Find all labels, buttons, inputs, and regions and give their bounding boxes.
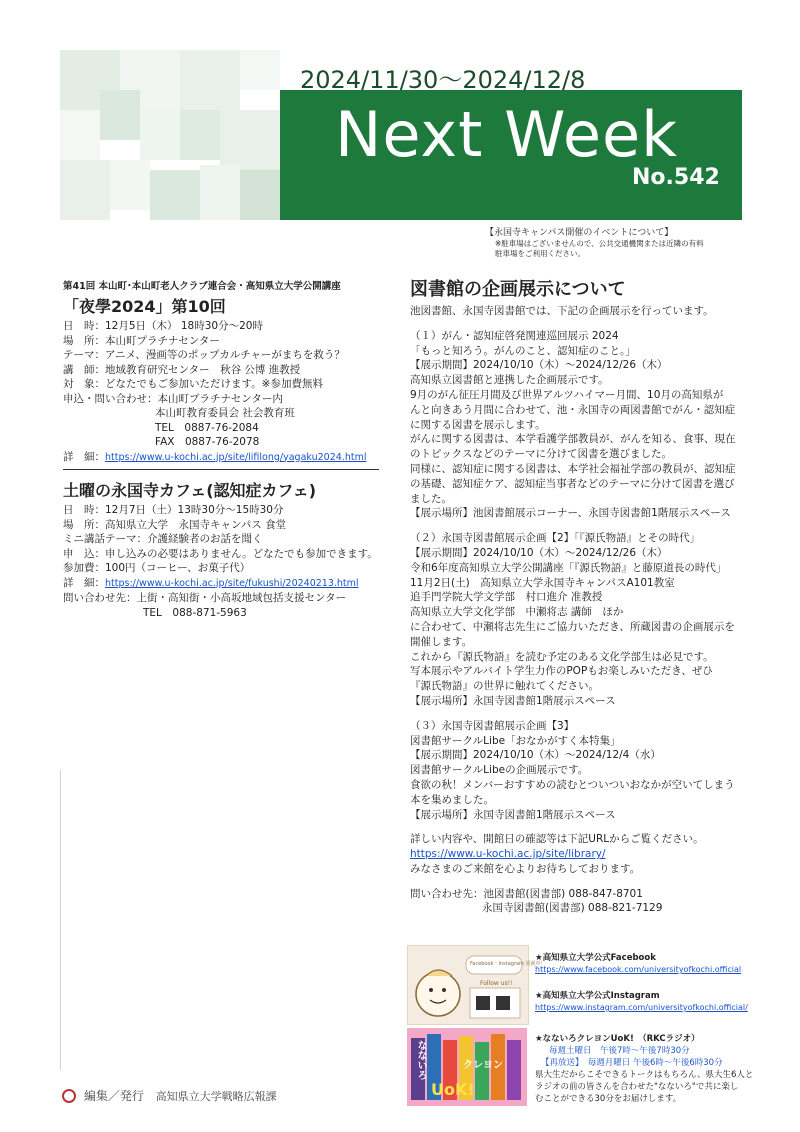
exhibit-line: んと向きあう月間に合わせて、池・永国寺の両図書館でがん・認知症 [410,403,736,416]
exhibit-line: 図書館サークルLibeの企画展示です。 [410,764,589,777]
university-logo-icon [62,1089,76,1103]
deco-square [140,110,180,160]
exhibit-line: ました。 [410,492,452,505]
exhibit-line: 高知県立図書館と連携した企画展示です。 [410,374,609,387]
banner-follow: Follow us!! [480,980,513,987]
exhibit-line: に関する図書を展示します。 [410,418,546,431]
radio-desc: ラジオの前の皆さんを合わせた"なないろ"で共に楽し [535,1082,739,1092]
event2-tel: TEL 088-871-5963 [143,606,247,619]
event2-row: 日 時：12月7日（土）13時30分～15時30分 [63,504,284,516]
library-outro: 詳しい内容や、開館日の確認等は下記URLからご覧ください。 [410,833,704,846]
event1-contact-line: 本山町教育委員会 社会教育班 [155,407,295,419]
facebook-block [535,952,741,976]
deco-square [60,160,110,220]
library-intro: 池図書館、永国寺図書館では、下記の企画展示を行っています。 [410,305,714,317]
exhibit-line: 【展示場所】池図書館展示コーナー、永国寺図書館1階展示スペース [410,507,731,520]
deco-square [180,110,220,160]
footer [62,1087,277,1104]
banner-caption: Facebook・Instagram 更新中！ [470,961,546,967]
exhibit-line: 【展示場所】永国寺図書館1階展示スペース [410,694,616,707]
event2-detail-link[interactable]: https://www.u-kochi.ac.jp/site/fukushi/20240213.html [105,577,359,589]
library-contact: 永国寺図書館(図書部) 088-821-7129 [482,902,663,915]
library-contact: 問い合わせ先：池図書館(図書部) 088-847-8701 [410,887,643,900]
issue-number: No.542 [632,165,720,190]
event1-host: 第41回 本山町･本山町老人クラブ連合会・高知県立大学公開講座 [63,281,341,292]
deco-square [240,50,280,90]
event2-row: 場 所：高知県立大学 永国寺キャンパス 食堂 [63,518,287,531]
exhibit-line: に合わせて、中瀬将志先生にご協力いただき、所蔵図書の企画展示を [410,620,735,633]
event1-contact-line: TEL 0887-76-2084 [155,421,259,434]
event2-detail [63,576,383,592]
detail-label: 詳 細： [63,450,105,463]
exhibit-line: 【展示期間】2024/10/10（木）～2024/12/26（木） [410,546,668,559]
exhibit-line: 同様に、認知症に関する図書は、本学社会福祉学部の教員が、認知症 [410,462,736,475]
exhibit-line: 【展示期間】2024/10/10（木）～2024/12/4（水） [410,749,661,762]
exhibit-line: 9月のがん征圧月間及び世界アルツハイマー月間、10月の高知県が [410,388,724,401]
event2-row: 申 込：申し込みの必要はありません。どなたでも参加できます。 [63,547,378,560]
deco-square [220,110,280,170]
exhibit-line: 本を集めました。 [410,793,494,806]
deco-square [110,160,150,210]
exhibit-line: 追手門学院大学文学部 村口進介 准教授 [410,591,603,604]
event1-row: 申込・問い合わせ：本山町プラチナセンター内 [63,392,283,405]
instagram-block [535,990,748,1014]
left-column [63,278,383,620]
facebook-title: ★高知県立大学公式Facebook [535,953,656,963]
radio-rerun: 【再放送】 毎週月曜日 午後6時～午後6時30分 [541,1058,723,1068]
banner-text: クレヨン [463,1060,503,1071]
radio-desc: 県大生だからこそできるトークはもちろん、県大生6人と [535,1070,754,1080]
deco-square [240,170,280,220]
exhibit-line: 高知県立大学文化学部 中瀬将志 講師 ほか [410,606,624,619]
exhibit-line: 【展示場所】永国寺図書館1階展示スペース [410,808,616,821]
column-divider [60,770,61,1070]
right-column [410,275,755,916]
exhibit-line: の基礎、認知症ケア、認知症当事者などのテーマに分けて図書を選び [410,477,735,490]
event2-title: 土曜の永国寺カフェ(認知症カフェ) [63,481,317,500]
exhibit-line: 図書館サークルLibe「おなかがすく本特集」 [410,734,621,747]
campus-notice [485,227,704,259]
instagram-link[interactable]: https://www.instagram.com/universityofkochi.official/ [535,1003,748,1012]
event1-detail [63,450,383,466]
event1-row: 場 所：本山町プラチナセンター [63,334,220,347]
exhibit-1 [410,329,755,521]
event1-contact-line: FAX 0887-76-2078 [155,436,260,448]
radio-banner-image [407,1028,527,1106]
exhibit-line: （１）がん・認知症啓発関連巡回展示 2024 [410,329,619,342]
radio-block [535,1033,753,1105]
exhibit-3 [410,719,755,823]
social-banner-image [407,945,546,1025]
deco-square [60,110,100,160]
event2-row: 参加費：100円（コーヒー、お菓子代） [63,562,251,574]
footer-label: 編集／発行 [83,1089,144,1103]
event1-row: テーマ：アニメ、漫画等のポップカルチャーがまちを救う？ [63,349,345,361]
banner-text: なないろ [415,1040,426,1080]
newsletter-title: Next Week [335,98,679,171]
radio-schedule: 毎週土曜日 午後7時～午後7時30分 [549,1046,690,1056]
deco-square [180,50,240,110]
facebook-link[interactable]: https://www.facebook.com/universityofkochi.official [535,965,742,974]
library-title: 図書館の企画展示について [410,279,626,300]
exhibit-line: 「もっと知ろう。がんのこと、認知症のこと。」 [410,344,636,357]
exhibit-line: 開催します。 [410,635,473,648]
radio-title: ★なないろクレヨンUoK! （RKCラジオ） [535,1034,700,1044]
deco-square [150,170,200,220]
instagram-title: ★高知県立大学公式Instagram [535,991,660,1001]
event1-row: 講 師：地域教育研究センター 秋谷 公博 進教授 [63,363,301,376]
exhibit-line: 写本展示やアルバイト学生力作のPOPもお楽しみいただき、ぜひ [410,665,713,678]
exhibit-line: 令和6年度高知県立大学公開講座「『源氏物語』と藤原道長の時代」 [410,561,727,574]
divider [63,469,379,470]
exhibit-2 [410,531,755,709]
notice-line: ※駐車場はございませんので、公共交通機関または近隣の有料 [495,239,704,248]
exhibit-line: これから『源氏物語』を読む予定のある文化学部生は必見です。 [410,650,714,663]
exhibit-line: がんに関する図書は、本学看護学部教員が、がんを知る、食事、現在 [410,433,736,446]
exhibit-line: （２）永国寺図書館展示企画【2】「『源氏物語』とその時代」 [410,532,701,545]
date-range: 2024/11/30～2024/12/8 [300,66,586,94]
exhibit-line: （３）永国寺図書館展示企画【3】 [410,719,575,732]
exhibit-line: 11月2日(土) 高知県立大学永国寺キャンパスA101教室 [410,576,675,589]
event1-row: 対 象：どなたでもご参加いただけます。※参加費無料 [63,378,323,390]
exhibit-line: 『源氏物語』の世界に触れてください。 [410,680,599,693]
event2-contact: 問い合わせ先：上街・高知街・小高坂地域包括支援センター [63,592,347,604]
exhibit-line: 食欲の秋！メンバーおすすめの読むとついついおなかが空いてしまう [410,778,735,791]
event1-detail-link[interactable]: https://www.u-kochi.ac.jp/site/lifilong/yagaku2024.html [105,451,367,463]
notice-line: 駐車場をご利用ください。 [495,249,585,258]
library-outro: みなさまのご来館を心よりお待ちしております。 [410,862,641,875]
banner-text: UoK! [431,1080,475,1099]
deco-square [200,165,240,220]
event2-row: ミニ講話テーマ：介護経験者のお話を聞く [63,533,263,545]
event1-title: 「夜學2024」第10回 [63,297,226,316]
event1-row: 日 時：12月5日（木） 18時30分～20時 [63,320,263,332]
exhibit-line: のトピックスなどのテーマに分けて図書を選びました。 [410,448,672,461]
deco-square [100,90,140,140]
footer-org: 高知県立大学戦略広報課 [155,1090,277,1103]
exhibit-line: 【展示期間】2024/10/10（木）～2024/12/26（木） [410,359,668,372]
detail-label: 詳 細： [63,576,105,589]
library-link[interactable]: https://www.u-kochi.ac.jp/site/library/ [410,848,606,861]
radio-desc: むことができる30分をお届けします。 [535,1094,682,1104]
notice-title: 【永国寺キャンパス開催のイベントについて】 [485,228,674,238]
